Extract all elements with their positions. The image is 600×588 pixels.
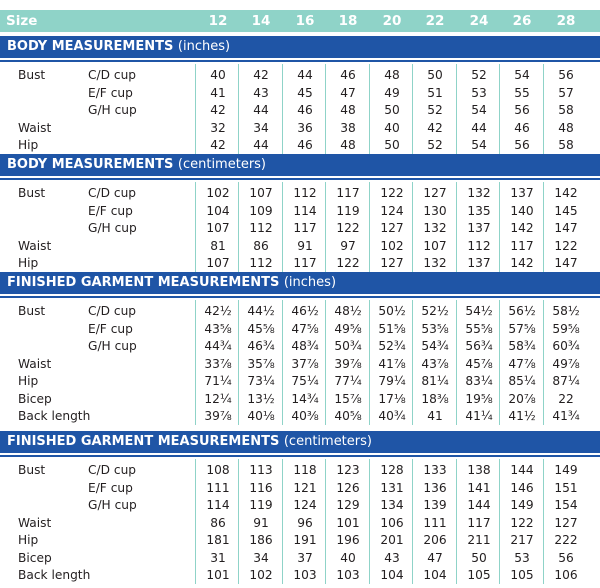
measurement-cell: 48½ — [334, 304, 362, 318]
measurement-cell: 134 — [380, 498, 404, 512]
measurement-row — [0, 338, 600, 354]
measurement-cell: 19⅝ — [465, 392, 493, 406]
measurement-cell: 127 — [380, 256, 404, 270]
measurement-cell: 42 — [210, 138, 226, 152]
measurement-cell: 117 — [293, 221, 317, 235]
measurement-cell: 138 — [467, 463, 491, 477]
measurement-cell: 137 — [510, 186, 534, 200]
measurement-cell: 96 — [297, 516, 313, 530]
measurement-row — [0, 567, 600, 583]
measurement-cell: 102 — [206, 186, 230, 200]
measurement-cell: 54 — [514, 68, 530, 82]
row-cup-label: G/H cup — [88, 498, 137, 512]
measurement-cell: 52 — [471, 68, 487, 82]
measurement-cell: 44 — [471, 121, 487, 135]
row-label: Hip — [18, 138, 39, 152]
measurement-cell: 112 — [467, 239, 491, 253]
measurement-row — [0, 185, 600, 201]
measurement-cell: 71¼ — [204, 374, 232, 388]
measurement-cell: 38 — [340, 121, 356, 135]
measurement-cell: 22 — [558, 392, 574, 406]
section-divider-line — [0, 178, 600, 180]
measurement-cell: 154 — [554, 498, 578, 512]
measurement-cell: 123 — [336, 463, 360, 477]
row-cup-label: E/F cup — [88, 204, 133, 218]
measurement-cell: 56 — [514, 138, 530, 152]
measurement-cell: 48 — [340, 103, 356, 117]
section-divider-line — [0, 60, 600, 62]
measurement-cell: 107 — [206, 221, 230, 235]
measurement-cell: 45⅞ — [465, 357, 493, 371]
measurement-cell: 144 — [510, 463, 534, 477]
measurement-row — [0, 356, 600, 372]
row-cup-label: G/H cup — [88, 103, 137, 117]
size-column-header: 20 — [382, 13, 402, 29]
measurement-cell: 33⅞ — [204, 357, 232, 371]
measurement-cell: 101 — [336, 516, 360, 530]
measurement-cell: 37⅞ — [291, 357, 319, 371]
measurement-cell: 87¼ — [552, 374, 580, 388]
measurement-cell: 122 — [380, 186, 404, 200]
measurement-cell: 105 — [510, 568, 534, 582]
measurement-cell: 132 — [423, 221, 447, 235]
measurement-cell: 196 — [336, 533, 360, 547]
section-title-unit: (centimeters) — [177, 157, 267, 172]
measurement-cell: 124 — [293, 498, 317, 512]
measurement-cell: 111 — [423, 516, 447, 530]
measurement-cell: 13½ — [247, 392, 275, 406]
measurement-cell: 97 — [340, 239, 356, 253]
section-title — [0, 36, 600, 58]
measurement-row — [0, 238, 600, 254]
measurement-cell: 106 — [380, 516, 404, 530]
row-cup-label: E/F cup — [88, 481, 133, 495]
measurement-cell: 127 — [423, 186, 447, 200]
measurement-cell: 40¾ — [378, 409, 406, 423]
measurement-cell: 151 — [554, 481, 578, 495]
measurement-cell: 51 — [427, 86, 443, 100]
measurement-cell: 50 — [384, 138, 400, 152]
measurement-row — [0, 480, 600, 496]
measurement-cell: 34 — [253, 121, 269, 135]
row-cup-label: C/D cup — [88, 463, 137, 477]
measurement-row — [0, 391, 600, 407]
measurement-cell: 222 — [554, 533, 578, 547]
measurement-cell: 45⅝ — [247, 322, 275, 336]
measurement-cell: 127 — [554, 516, 578, 530]
measurement-cell: 46 — [340, 68, 356, 82]
measurement-cell: 217 — [510, 533, 534, 547]
row-cup-label: E/F cup — [88, 86, 133, 100]
measurement-cell: 40 — [210, 68, 226, 82]
measurement-cell: 48 — [340, 138, 356, 152]
measurement-row — [0, 408, 600, 424]
measurement-cell: 51⅝ — [378, 322, 406, 336]
measurement-cell: 56 — [514, 103, 530, 117]
measurement-cell: 41 — [427, 409, 443, 423]
measurement-cell: 122 — [336, 256, 360, 270]
measurement-cell: 47⅝ — [291, 322, 319, 336]
measurement-cell: 135 — [467, 204, 491, 218]
measurement-cell: 108 — [206, 463, 230, 477]
measurement-cell: 53 — [471, 86, 487, 100]
measurement-cell: 41½ — [508, 409, 536, 423]
measurement-cell: 48¾ — [291, 339, 319, 353]
measurement-cell: 116 — [249, 481, 273, 495]
row-label: Hip — [18, 533, 39, 547]
section-title-unit: (inches) — [177, 39, 231, 54]
row-cup-label: G/H cup — [88, 221, 137, 235]
measurement-cell: 50 — [427, 68, 443, 82]
measurement-cell: 147 — [554, 256, 578, 270]
measurement-cell: 105 — [467, 568, 491, 582]
measurement-cell: 81¼ — [421, 374, 449, 388]
measurement-cell: 42 — [427, 121, 443, 135]
measurement-cell: 50½ — [378, 304, 406, 318]
row-cup-label: G/H cup — [88, 339, 137, 353]
measurement-cell: 117 — [293, 256, 317, 270]
measurement-cell: 37 — [297, 551, 313, 565]
measurement-cell: 54½ — [465, 304, 493, 318]
measurement-cell: 141 — [467, 481, 491, 495]
measurement-cell: 149 — [510, 498, 534, 512]
measurement-cell: 122 — [554, 239, 578, 253]
section-divider-line — [0, 296, 600, 298]
measurement-cell: 46¾ — [247, 339, 275, 353]
measurement-cell: 41¾ — [552, 409, 580, 423]
measurement-cell: 46½ — [291, 304, 319, 318]
measurement-cell: 45 — [297, 86, 313, 100]
measurement-cell: 58½ — [552, 304, 580, 318]
measurement-cell: 59⅝ — [552, 322, 580, 336]
row-label: Bust — [18, 304, 46, 318]
measurement-cell: 81 — [210, 239, 226, 253]
measurement-cell: 86 — [253, 239, 269, 253]
measurement-row — [0, 203, 600, 219]
measurement-cell: 40⅜ — [291, 409, 319, 423]
measurement-cell: 41¼ — [465, 409, 493, 423]
measurement-cell: 46 — [514, 121, 530, 135]
measurement-cell: 57 — [558, 86, 574, 100]
measurement-cell: 102 — [380, 239, 404, 253]
measurement-cell: 77¼ — [334, 374, 362, 388]
measurement-cell: 103 — [293, 568, 317, 582]
row-label: Hip — [18, 374, 39, 388]
measurement-row — [0, 120, 600, 136]
measurement-cell: 136 — [423, 481, 447, 495]
measurement-cell: 121 — [293, 481, 317, 495]
measurement-cell: 83¼ — [465, 374, 493, 388]
measurement-cell: 44½ — [247, 304, 275, 318]
row-label: Waist — [18, 239, 52, 253]
measurement-cell: 201 — [380, 533, 404, 547]
measurement-cell: 49⅝ — [334, 322, 362, 336]
measurement-cell: 117 — [336, 186, 360, 200]
measurement-cell: 133 — [423, 463, 447, 477]
measurement-cell: 109 — [249, 204, 273, 218]
measurement-cell: 103 — [336, 568, 360, 582]
measurement-row — [0, 67, 600, 83]
measurement-cell: 104 — [206, 204, 230, 218]
row-cup-label: C/D cup — [88, 304, 137, 318]
measurement-cell: 58 — [558, 103, 574, 117]
measurement-cell: 91 — [253, 516, 269, 530]
size-column-header: 28 — [556, 13, 576, 29]
measurement-cell: 113 — [249, 463, 273, 477]
measurement-cell: 39⅞ — [204, 409, 232, 423]
measurement-cell: 60¾ — [552, 339, 580, 353]
row-label: Bicep — [18, 551, 52, 565]
measurement-cell: 53⅝ — [421, 322, 449, 336]
measurement-cell: 20⅞ — [508, 392, 536, 406]
measurement-cell: 146 — [510, 481, 534, 495]
measurement-cell: 18⅜ — [421, 392, 449, 406]
measurement-cell: 50 — [384, 103, 400, 117]
section-title — [0, 154, 600, 176]
measurement-cell: 52 — [427, 103, 443, 117]
measurement-cell: 42 — [210, 103, 226, 117]
measurement-cell: 79¼ — [378, 374, 406, 388]
measurement-cell: 118 — [293, 463, 317, 477]
measurement-cell: 49 — [384, 86, 400, 100]
measurement-cell: 54 — [471, 138, 487, 152]
measurement-cell: 130 — [423, 204, 447, 218]
size-column-header: 16 — [295, 13, 315, 29]
measurement-cell: 124 — [380, 204, 404, 218]
measurement-cell: 85¼ — [508, 374, 536, 388]
size-column-header: 26 — [512, 13, 532, 29]
row-cup-label: C/D cup — [88, 68, 137, 82]
measurement-cell: 46 — [297, 138, 313, 152]
measurement-cell: 52½ — [421, 304, 449, 318]
measurement-row — [0, 85, 600, 101]
section-title-unit: (centimeters) — [283, 434, 372, 449]
measurement-cell: 52 — [427, 138, 443, 152]
measurement-cell: 35⅞ — [247, 357, 275, 371]
measurement-cell: 114 — [206, 498, 230, 512]
measurement-cell: 106 — [554, 568, 578, 582]
measurement-cell: 14¾ — [291, 392, 319, 406]
measurement-cell: 139 — [423, 498, 447, 512]
measurement-row — [0, 373, 600, 389]
section-divider-line — [0, 455, 600, 457]
row-label: Waist — [18, 121, 52, 135]
measurement-cell: 104 — [423, 568, 447, 582]
measurement-cell: 112 — [249, 221, 273, 235]
section-title — [0, 272, 600, 294]
measurement-cell: 91 — [297, 239, 313, 253]
measurement-cell: 119 — [336, 204, 360, 218]
measurement-cell: 44 — [297, 68, 313, 82]
section-title-text: FINISHED GARMENT MEASUREMENTS — [7, 434, 280, 449]
measurement-cell: 126 — [336, 481, 360, 495]
measurement-cell: 42½ — [204, 304, 232, 318]
row-label: Bust — [18, 463, 46, 477]
measurement-cell: 142 — [510, 221, 534, 235]
measurement-cell: 107 — [206, 256, 230, 270]
measurement-cell: 57⅝ — [508, 322, 536, 336]
measurement-cell: 44 — [253, 103, 269, 117]
measurement-cell: 58¾ — [508, 339, 536, 353]
measurement-cell: 107 — [423, 239, 447, 253]
measurement-cell: 17⅛ — [378, 392, 406, 406]
measurement-cell: 112 — [293, 186, 317, 200]
measurement-cell: 140 — [510, 204, 534, 218]
measurement-cell: 119 — [249, 498, 273, 512]
measurement-cell: 44 — [253, 138, 269, 152]
section-title — [0, 431, 600, 453]
measurement-cell: 40⅛ — [247, 409, 275, 423]
section-title-text: BODY MEASUREMENTS — [7, 157, 174, 172]
measurement-row — [0, 102, 600, 118]
measurement-cell: 186 — [249, 533, 273, 547]
measurement-cell: 43⅝ — [204, 322, 232, 336]
measurement-cell: 104 — [380, 568, 404, 582]
measurement-cell: 47⅞ — [508, 357, 536, 371]
row-label: Bicep — [18, 392, 52, 406]
measurement-cell: 52¾ — [378, 339, 406, 353]
row-label: Bust — [18, 186, 46, 200]
measurement-cell: 127 — [380, 221, 404, 235]
size-header-bar — [0, 10, 600, 32]
measurement-cell: 43 — [384, 551, 400, 565]
measurement-cell: 56½ — [508, 304, 536, 318]
measurement-row — [0, 303, 600, 319]
section-title-text: FINISHED GARMENT MEASUREMENTS — [7, 275, 280, 290]
measurement-cell: 129 — [336, 498, 360, 512]
measurement-cell: 40 — [340, 551, 356, 565]
measurement-cell: 49⅞ — [552, 357, 580, 371]
measurement-cell: 40 — [384, 121, 400, 135]
measurement-cell: 46 — [297, 103, 313, 117]
measurement-cell: 47 — [340, 86, 356, 100]
measurement-cell: 122 — [510, 516, 534, 530]
measurement-row — [0, 550, 600, 566]
size-column-header: 18 — [338, 13, 358, 29]
measurement-cell: 12¼ — [204, 392, 232, 406]
measurement-row — [0, 137, 600, 153]
measurement-cell: 58 — [558, 138, 574, 152]
measurement-cell: 48 — [384, 68, 400, 82]
row-cup-label: C/D cup — [88, 186, 137, 200]
measurement-cell: 101 — [206, 568, 230, 582]
measurement-cell: 102 — [249, 568, 273, 582]
size-column-header: 14 — [251, 13, 271, 29]
measurement-cell: 39⅞ — [334, 357, 362, 371]
row-label: Waist — [18, 357, 52, 371]
measurement-cell: 31 — [210, 551, 226, 565]
measurement-cell: 137 — [467, 221, 491, 235]
measurement-cell: 181 — [206, 533, 230, 547]
measurement-cell: 56 — [558, 551, 574, 565]
measurement-cell: 111 — [206, 481, 230, 495]
row-cup-label: E/F cup — [88, 322, 133, 336]
measurement-cell: 43⅞ — [421, 357, 449, 371]
row-label: Bust — [18, 68, 46, 82]
measurement-cell: 50 — [471, 551, 487, 565]
measurement-cell: 32 — [210, 121, 226, 135]
measurement-cell: 114 — [293, 204, 317, 218]
measurement-cell: 53 — [514, 551, 530, 565]
measurement-cell: 132 — [423, 256, 447, 270]
measurement-cell: 42 — [253, 68, 269, 82]
measurement-cell: 144 — [467, 498, 491, 512]
measurement-cell: 142 — [554, 186, 578, 200]
measurement-cell: 128 — [380, 463, 404, 477]
measurement-cell: 56¾ — [465, 339, 493, 353]
measurement-cell: 54¾ — [421, 339, 449, 353]
measurement-cell: 147 — [554, 221, 578, 235]
measurement-cell: 47 — [427, 551, 443, 565]
row-label: Back length — [18, 568, 91, 582]
measurement-cell: 131 — [380, 481, 404, 495]
row-label: Waist — [18, 516, 52, 530]
measurement-cell: 117 — [467, 516, 491, 530]
measurement-row — [0, 532, 600, 548]
measurement-cell: 43 — [253, 86, 269, 100]
measurement-cell: 56 — [558, 68, 574, 82]
measurement-cell: 73¼ — [247, 374, 275, 388]
measurement-cell: 137 — [467, 256, 491, 270]
measurement-cell: 191 — [293, 533, 317, 547]
size-column-header: 24 — [469, 13, 489, 29]
measurement-row — [0, 255, 600, 271]
measurement-cell: 86 — [210, 516, 226, 530]
measurement-cell: 40⅝ — [334, 409, 362, 423]
measurement-cell: 122 — [336, 221, 360, 235]
measurement-cell: 117 — [510, 239, 534, 253]
measurement-cell: 36 — [297, 121, 313, 135]
row-label: Hip — [18, 256, 39, 270]
measurement-row — [0, 220, 600, 236]
measurement-cell: 149 — [554, 463, 578, 477]
measurement-cell: 206 — [423, 533, 447, 547]
size-column-header: 22 — [425, 13, 445, 29]
measurement-cell: 112 — [249, 256, 273, 270]
measurement-cell: 54 — [471, 103, 487, 117]
measurement-row — [0, 497, 600, 513]
measurement-cell: 41 — [210, 86, 226, 100]
measurement-cell: 34 — [253, 551, 269, 565]
section-title-text: BODY MEASUREMENTS — [7, 39, 174, 54]
measurement-cell: 55 — [514, 86, 530, 100]
measurement-row — [0, 462, 600, 478]
measurement-cell: 75¼ — [291, 374, 319, 388]
measurement-cell: 132 — [467, 186, 491, 200]
size-header-label: Size — [6, 13, 38, 29]
section-title-unit: (inches) — [283, 275, 337, 290]
measurement-cell: 48 — [558, 121, 574, 135]
measurement-cell: 44¾ — [204, 339, 232, 353]
measurement-cell: 15⅞ — [334, 392, 362, 406]
measurement-cell: 142 — [510, 256, 534, 270]
measurement-cell: 211 — [467, 533, 491, 547]
row-label: Back length — [18, 409, 91, 423]
measurement-cell: 145 — [554, 204, 578, 218]
measurement-row — [0, 515, 600, 531]
measurement-cell: 50¾ — [334, 339, 362, 353]
size-column-header: 12 — [208, 13, 228, 29]
measurement-row — [0, 321, 600, 337]
measurement-cell: 41⅞ — [378, 357, 406, 371]
measurement-cell: 55⅝ — [465, 322, 493, 336]
measurement-cell: 107 — [249, 186, 273, 200]
